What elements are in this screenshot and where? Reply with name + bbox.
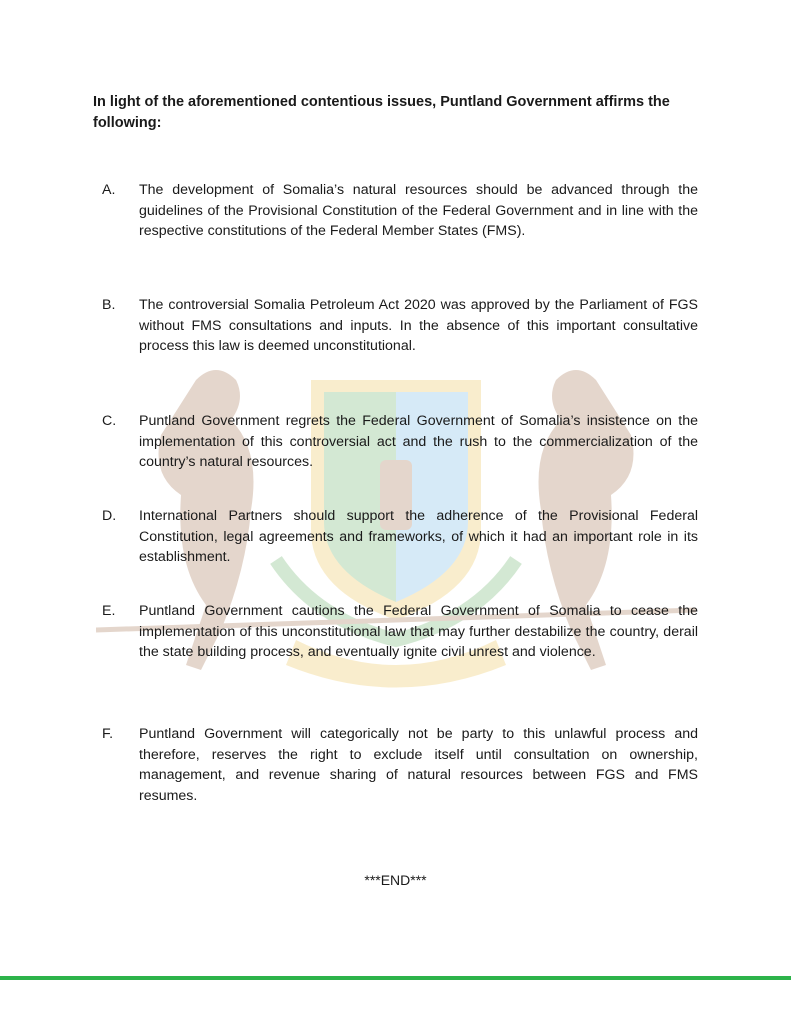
list-item-letter: B. bbox=[102, 297, 116, 313]
footer-divider bbox=[0, 976, 791, 980]
list-item-text: International Partners should support the adherence of the Provisional Federal Constitution, legal agreements and frameworks, of which it had an important role in its establishment. bbox=[139, 508, 698, 566]
list-item-text: The development of Somalia’s natural resources should be advanced through the guidelines of the Provisional Constitution of the Federal Government and in line with the respective constitutions of the Federal Member States (FMS). bbox=[139, 182, 698, 240]
list-item-letter: D. bbox=[102, 508, 117, 524]
list-item-letter: A. bbox=[102, 182, 116, 198]
list-item-letter: C. bbox=[102, 413, 117, 429]
list-item-text: Puntland Government cautions the Federal Government of Somalia to cease the implementation of this unconstitutional law that may further destabilize the country, derail the state building process, and eventually ignite civil unrest and violence. bbox=[139, 603, 698, 661]
list-item-text: Puntland Government regrets the Federal Government of Somalia’s insistence on the implementation of this controversial act and the rush to the commercialization of the country’s natural resources. bbox=[139, 413, 698, 471]
list-item-letter: E. bbox=[102, 603, 116, 619]
list-item-letter: F. bbox=[102, 726, 114, 742]
end-marker: ***END*** bbox=[364, 872, 427, 888]
list-item-text: Puntland Government will categorically not be party to this unlawful process and therefore, reserves the right to exclude itself until consultation on ownership, management, and revenue sharing of natural resources between FGS and FMS resumes. bbox=[139, 726, 698, 804]
list-item-text: The controversial Somalia Petroleum Act 2020 was approved by the Parliament of FGS without FMS consultations and inputs. In the absence of this important consultative process this law is deemed unconstitutional. bbox=[139, 297, 698, 355]
document-heading: In light of the aforementioned contentious issues, Puntland Government affirms the following: bbox=[93, 94, 670, 131]
